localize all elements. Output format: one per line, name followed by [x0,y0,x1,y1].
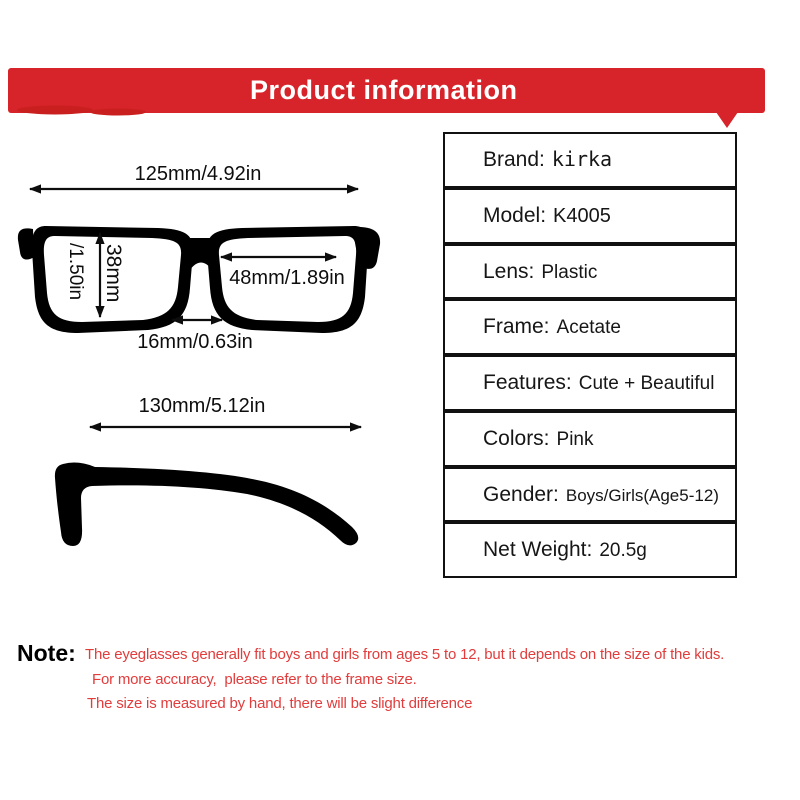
spec-row-features [443,355,737,411]
note-line: For more accuracy, please refer to the frame size. [92,671,417,688]
spec-value: Acetate [556,317,621,339]
note-label: Note: [17,640,76,666]
spec-value: Boys/Girls(Age5-12) [565,485,719,505]
spec-value: Cute + Beautiful [578,373,715,394]
banner-brush-marks [17,106,146,116]
spec-value: K4005 [553,204,611,227]
spec-label: Model: [483,203,547,227]
note-line: The eyeglasses generally fit boys and girls from ages 5 to 12, but it depends on the size of the kids. [85,646,725,663]
temple-length-label: 130mm/5.12in [138,395,266,417]
spec-row-colors [443,411,737,467]
glasses-temple-side-view [55,463,358,546]
spec-value: 20.5g [599,540,647,562]
bridge-width-label: 16mm/0.63in [137,331,253,353]
note-line: The size is measured by hand, there will be slight difference [87,695,473,712]
spec-label: Net Weight: [483,538,593,562]
lens-width-label: 48mm/1.89in [229,267,345,289]
spec-label: Features: [483,371,572,394]
spec-row-frame [443,299,737,355]
dimension-arrows [30,189,361,427]
frame-width-label: 125mm/4.92in [134,163,262,185]
spec-row-model [443,188,737,244]
spec-row-lens [443,244,737,300]
spec-value: Pink [556,428,594,450]
spec-label: Lens: [483,259,535,283]
banner-ribbon-tail [716,112,738,128]
spec-label: Gender: [483,482,559,506]
lens-height-mm-label: 38mm [102,244,125,303]
lens-height-in-label: /1.50in [65,243,86,301]
spec-label: Frame: [483,315,550,339]
left-end-piece-shape [18,228,34,259]
spec-label: Brand: [483,148,545,171]
spec-row-net-weight [443,522,737,578]
spec-table [443,132,737,578]
spec-value: kirka [551,147,613,171]
spec-row-gender [443,467,737,523]
spec-value: Plastic [541,261,598,283]
banner-title: Product information [250,75,518,105]
spec-label: Colors: [483,426,550,450]
spec-row-brand [443,132,737,188]
